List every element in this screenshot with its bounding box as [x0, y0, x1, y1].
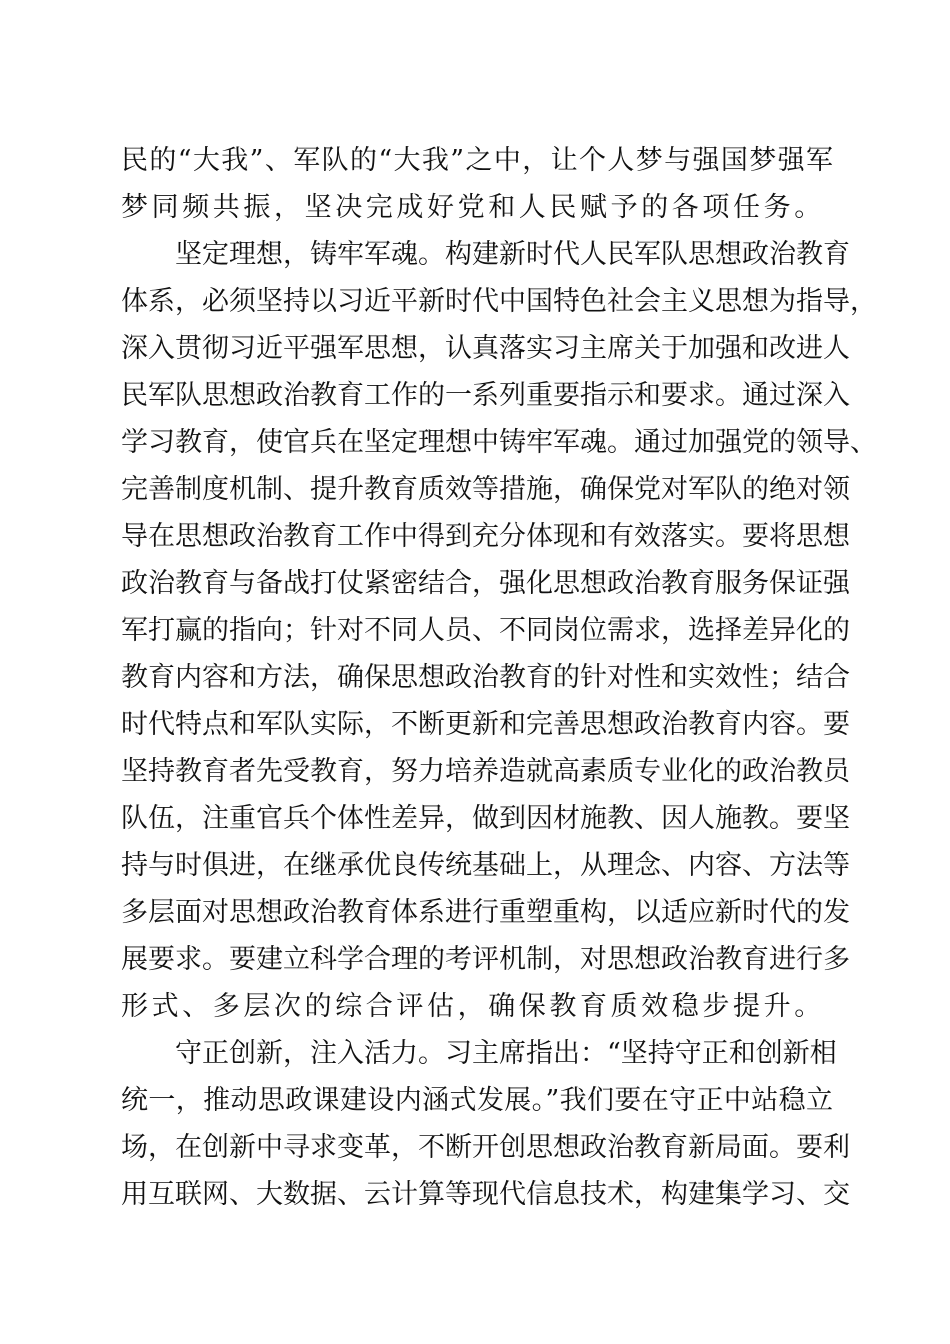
- text-line: 导在思想政治教育工作中得到充分体现和有效落实。要将思想: [121, 521, 850, 552]
- text-line: 持与时俱进，在继承优良传统基础上，从理念、内容、方法等: [121, 850, 850, 881]
- text-line: 完善制度机制、提升教育质效等措施，确保党对军队的绝对领: [121, 474, 850, 505]
- text-line: 民的“大我”、军队的“大我”之中，让个人梦与强国梦强军: [121, 145, 833, 176]
- text-line: 多层面对思想政治教育体系进行重塑重构，以适应新时代的发: [121, 897, 850, 928]
- text-line: 教育内容和方法，确保思想政治教育的针对性和实效性；结合: [121, 662, 850, 693]
- paragraph-first-line: 守正创新，注入活力。习主席指出：“坚持守正和创新相: [175, 1038, 837, 1069]
- text-line: 时代特点和军队实际，不断更新和完善思想政治教育内容。要: [121, 709, 850, 740]
- text-line: 军打赢的指向；针对不同人员、不同岗位需求，选择差异化的: [121, 615, 850, 646]
- text-line: 形式、多层次的综合评估，确保教育质效稳步提升。: [121, 991, 825, 1022]
- text-line: 统一，推动思政课建设内涵式发展。”我们要在守正中站稳立: [121, 1085, 833, 1116]
- text-line: 展要求。要建立科学合理的考评机制，对思想政治教育进行多: [121, 944, 850, 975]
- text-line: 政治教育与备战打仗紧密结合，强化思想政治教育服务保证强: [121, 568, 850, 599]
- text-line: 场，在创新中寻求变革，不断开创思想政治教育新局面。要利: [121, 1132, 850, 1163]
- text-line: 用互联网、大数据、云计算等现代信息技术，构建集学习、交: [121, 1179, 850, 1210]
- text-line: 深入贯彻习近平强军思想，认真落实习主席关于加强和改进人: [121, 333, 850, 364]
- text-line: 队伍，注重官兵个体性差异，做到因材施教、因人施教。要坚: [121, 803, 850, 834]
- text-line: 民军队思想政治教育工作的一系列重要指示和要求。通过深入: [121, 380, 850, 411]
- paragraph-first-line: 坚定理想，铸牢军魂。构建新时代人民军队思想政治教育: [175, 239, 850, 270]
- text-line: 学习教育，使官兵在坚定理想中铸牢军魂。通过加强党的领导、: [121, 427, 877, 458]
- text-line: 坚持教育者先受教育，努力培养造就高素质专业化的政治教员: [121, 756, 850, 787]
- text-line: 体系，必须坚持以习近平新时代中国特色社会主义思想为指导，: [121, 286, 877, 317]
- text-line: 梦同频共振，坚决完成好党和人民赋予的各项任务。: [121, 192, 825, 223]
